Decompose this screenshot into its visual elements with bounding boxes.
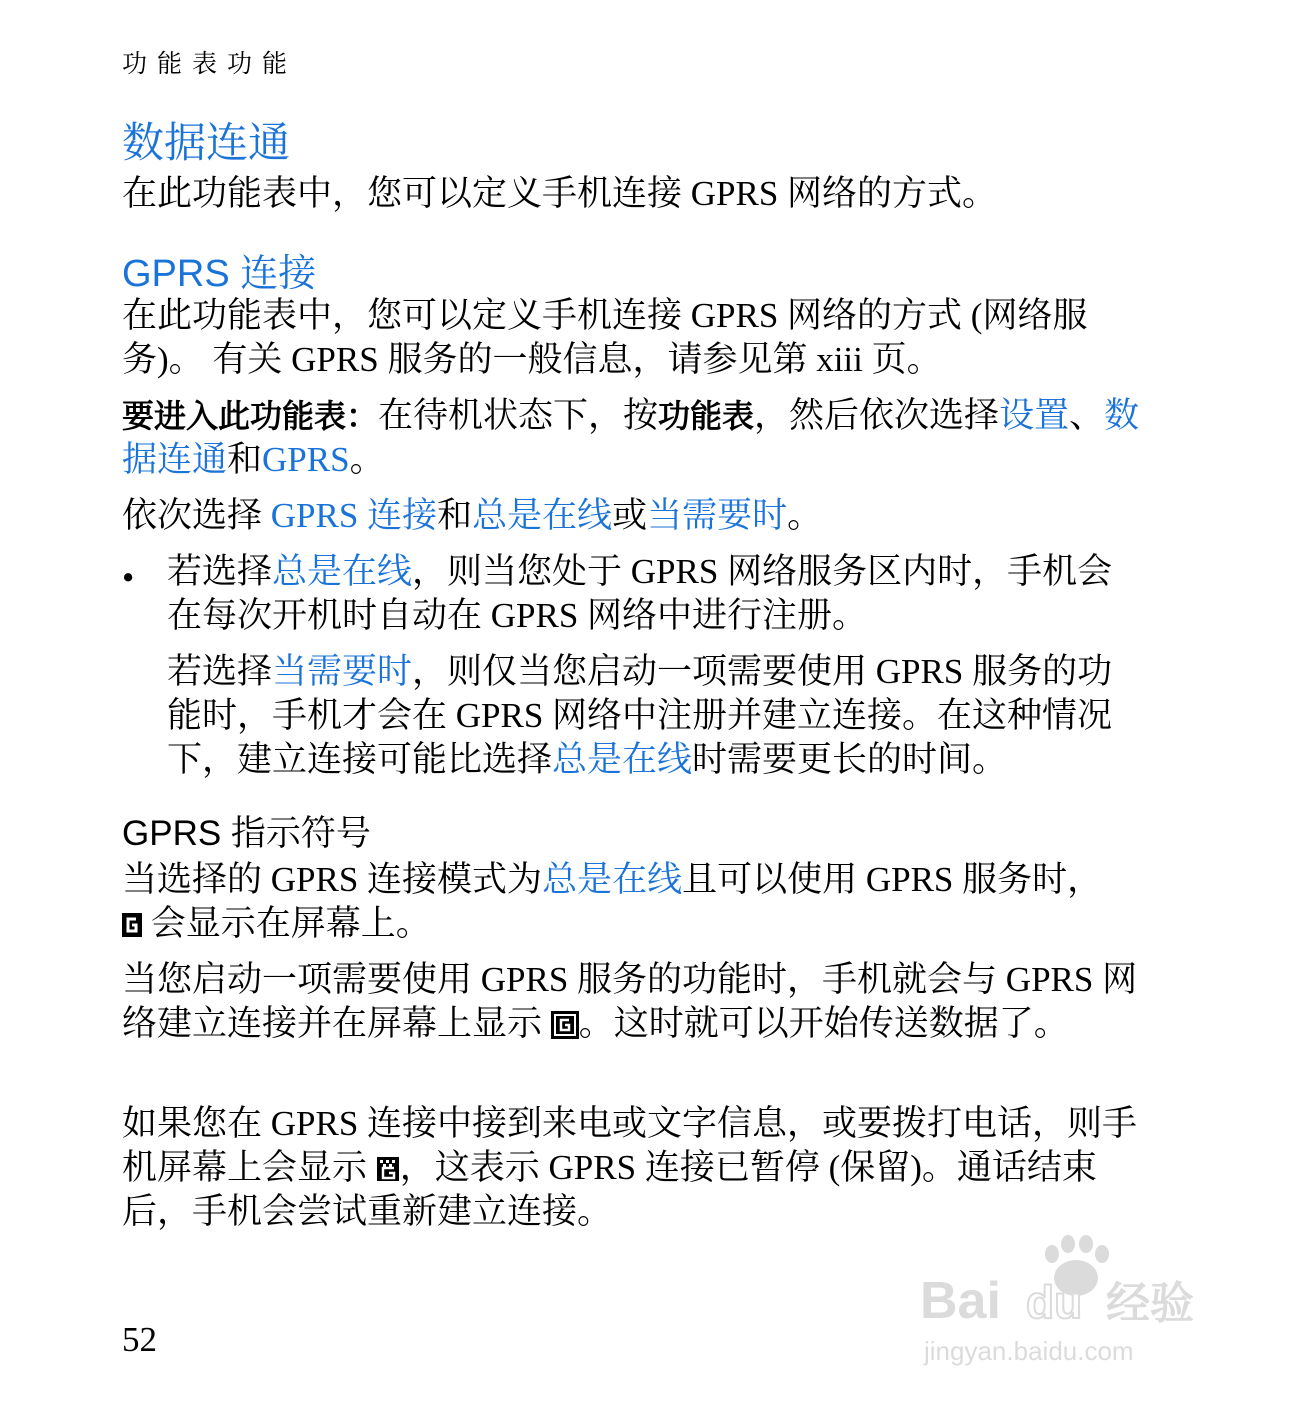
access-instructions <box>122 394 1142 482</box>
section-intro: 在此功能表中，您可以定义手机连接 GPRS 网络的方式。 <box>122 174 998 213</box>
bullet-text-2: ，则当您处于 GPRS 网络服务区内时，手机会在每次开机时自动在 GPRS 网络中进行注册。 <box>167 552 1113 635</box>
option-gprs-connection: GPRS 连接 <box>270 496 438 535</box>
para-text: 当您启动一项需要使用 GPRS 服务的功能时，手机就会与 GPRS 网络建立连接并在屏幕上显示 <box>122 960 1138 1043</box>
para-text-3: 会显示在屏幕上。 <box>142 904 431 943</box>
conjunction: 和 <box>227 440 263 479</box>
page-number: 52 <box>122 1320 157 1359</box>
option-always-online: 总是在线 <box>472 496 613 535</box>
gprs-suspended-icon <box>376 1155 400 1183</box>
subsection-title: GPRS 连接 <box>122 253 317 295</box>
select-text: 依次选择 <box>122 496 271 535</box>
section-title: 数据连通 <box>122 118 291 167</box>
select-options <box>122 494 1142 538</box>
menu-path-gprs: GPRS <box>262 440 350 479</box>
running-header: 功能表功能 <box>122 49 298 78</box>
option-always-online: 总是在线 <box>272 552 413 591</box>
access-label: 要进入此功能表： <box>122 397 379 435</box>
menu-path-settings: 设置 <box>999 396 1070 435</box>
bullet-text-2: ，则仅当您启动一项需要使用 GPRS 服务的功能时，手机才会在 GPRS 网络中注册并建立连接。在这种情况下，建立连接可能比选择 <box>167 652 1113 779</box>
indicator-para-3 <box>122 1102 1142 1234</box>
bullet-when-needed <box>167 650 1142 782</box>
indicator-para-2 <box>122 958 1142 1046</box>
option-always-online: 总是在线 <box>552 740 693 779</box>
option-when-needed: 当需要时 <box>647 496 788 535</box>
para-text: 当选择的 GPRS 连接模式为 <box>122 860 543 899</box>
menu-path-data: 数据连通 <box>122 396 1140 479</box>
watermark-brand-3: 经验 <box>1106 1278 1194 1329</box>
bullet-text: 若选择 <box>167 652 273 691</box>
watermark-brand-1: Bai <box>920 1272 1001 1330</box>
bullet-always-online <box>167 550 1142 638</box>
option-always-online: 总是在线 <box>542 860 683 899</box>
conjunction: 和 <box>437 496 473 535</box>
indicator-para-1 <box>122 858 1142 946</box>
gprs-available-icon <box>122 911 142 939</box>
menu-key: 功能表 <box>658 397 755 435</box>
baidu-jingyan-watermark <box>918 1228 1218 1368</box>
option-when-needed: 当需要时 <box>272 652 413 691</box>
indicator-title: GPRS 指示符号 <box>122 814 371 853</box>
para-text: 如果您在 GPRS 连接中接到来电或文字信息，或要拨打电话，则手机屏幕上会显示 <box>122 1104 1138 1187</box>
para-text-2: ，这表示 GPRS 连接已暂停 (保留)。通话结束后，手机会尝试重新建立连接。 <box>122 1148 1097 1231</box>
conjunction-or: 或 <box>612 496 648 535</box>
period: 。 <box>787 496 823 535</box>
para-text-2: 。这时就可以开始传送数据了。 <box>578 1004 1069 1043</box>
bullet-text-3: 时需要更长的时间。 <box>692 740 1008 779</box>
access-text-2: ，然后依次选择 <box>754 396 1000 435</box>
separator: 、 <box>1069 396 1105 435</box>
access-text: 在待机状态下，按 <box>378 396 659 435</box>
para-text-2: 且可以使用 GPRS 服务时， <box>682 860 1103 899</box>
watermark-url: jingyan.baidu.com <box>924 1336 1134 1366</box>
period: 。 <box>349 440 385 479</box>
watermark-brand-2: du <box>1026 1276 1083 1328</box>
bullet-icon: • <box>122 558 135 597</box>
gprs-connected-icon <box>551 1011 579 1039</box>
gprs-description: 在此功能表中，您可以定义手机连接 GPRS 网络的方式 (网络服务)。 有关 GPRS 服务的一般信息，请参见第 xiii 页。 <box>122 296 1088 379</box>
bullet-text: 若选择 <box>167 552 273 591</box>
